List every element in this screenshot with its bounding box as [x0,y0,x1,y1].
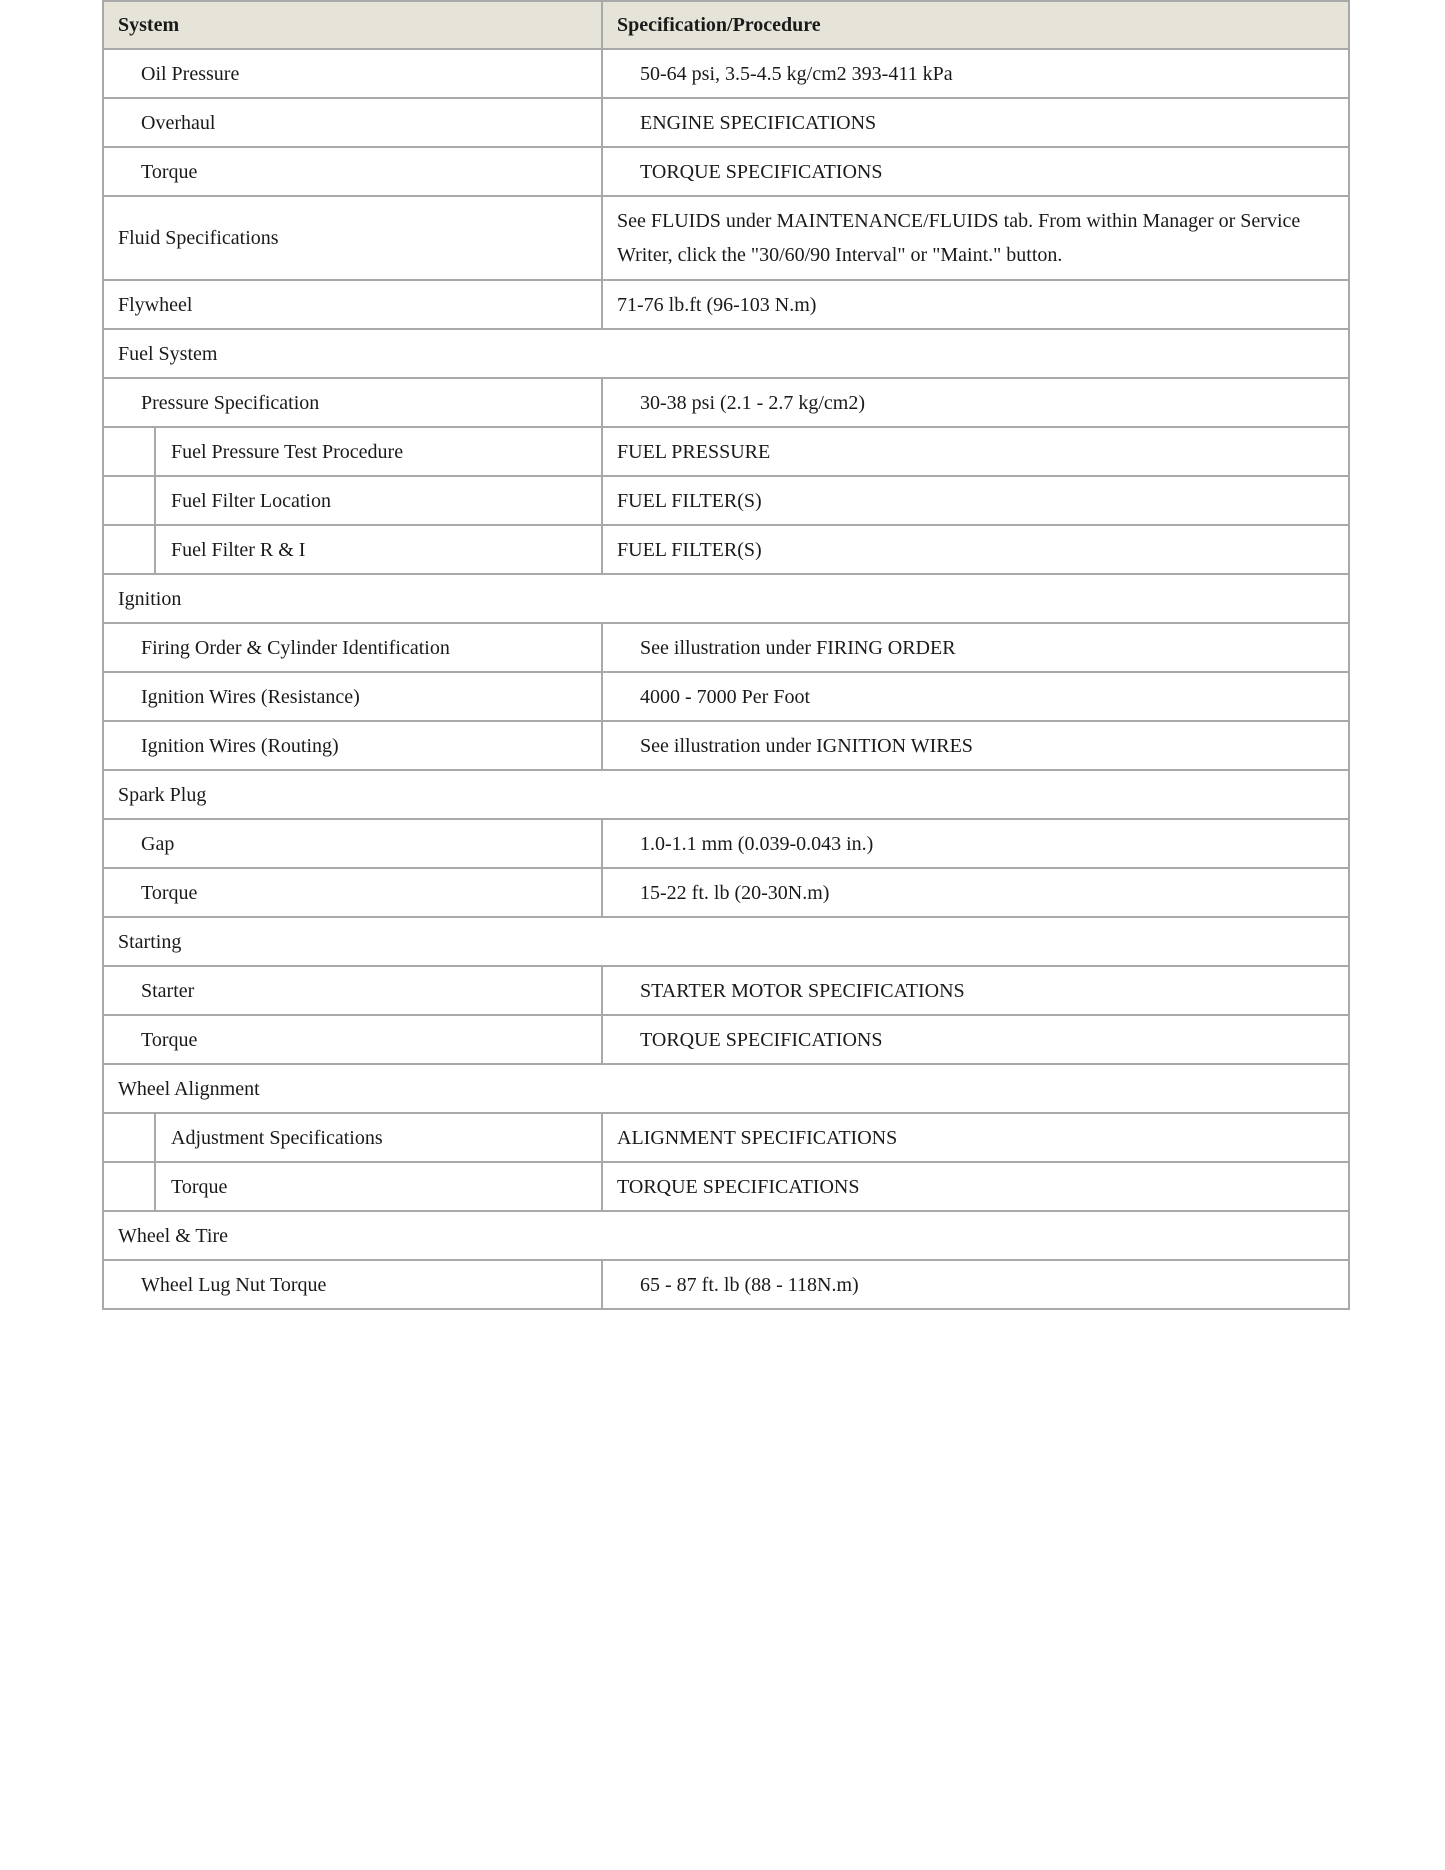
table-row [103,1113,1349,1162]
header-system: System [103,1,602,49]
section-row [103,1211,1349,1260]
header-specification: Specification/Procedure [602,1,1349,49]
indent-spacer-cell [103,1162,155,1211]
system-cell: Wheel Lug Nut Torque [103,1260,602,1309]
indent-spacer-cell [103,1113,155,1162]
system-cell: Overhaul [103,98,602,147]
section-label: Fuel System [103,329,1349,378]
system-cell: Flywheel [103,280,602,329]
section-row [103,329,1349,378]
table-body [103,49,1349,1309]
system-cell: Fuel Filter R & I [155,525,602,574]
spec-cell: See illustration under IGNITION WIRES [602,721,1349,770]
spec-cell: TORQUE SPECIFICATIONS [602,1162,1349,1211]
table-row [103,819,1349,868]
indent-spacer-cell [103,476,155,525]
table-row [103,721,1349,770]
section-row [103,770,1349,819]
spec-cell: 30-38 psi (2.1 - 2.7 kg/cm2) [602,378,1349,427]
table-row [103,280,1349,329]
system-cell: Torque [155,1162,602,1211]
spec-cell: FUEL PRESSURE [602,427,1349,476]
system-cell: Ignition Wires (Resistance) [103,672,602,721]
spec-cell: TORQUE SPECIFICATIONS [602,1015,1349,1064]
indent-spacer-cell [103,525,155,574]
table-row [103,427,1349,476]
spec-cell: 71-76 lb.ft (96-103 N.m) [602,280,1349,329]
section-label: Ignition [103,574,1349,623]
spec-cell: STARTER MOTOR SPECIFICATIONS [602,966,1349,1015]
indent-spacer-cell [103,427,155,476]
table-row [103,1162,1349,1211]
system-cell: Adjustment Specifications [155,1113,602,1162]
table-row [103,1260,1349,1309]
spec-cell: TORQUE SPECIFICATIONS [602,147,1349,196]
specifications-table [102,0,1350,1310]
table-header-row [103,1,1349,49]
spec-cell: See FLUIDS under MAINTENANCE/FLUIDS tab. From within Manager or Service Writer, click the "30/60/90 Interval" or "Maint." button. [602,196,1349,280]
spec-cell: See illustration under FIRING ORDER [602,623,1349,672]
system-cell: Oil Pressure [103,49,602,98]
system-cell: Torque [103,147,602,196]
table-row [103,378,1349,427]
table-row [103,868,1349,917]
system-cell: Fluid Specifications [103,196,602,280]
table-row [103,623,1349,672]
spec-cell: 4000 - 7000 Per Foot [602,672,1349,721]
section-row [103,1064,1349,1113]
system-cell: Pressure Specification [103,378,602,427]
system-cell: Fuel Filter Location [155,476,602,525]
system-cell: Gap [103,819,602,868]
section-label: Wheel & Tire [103,1211,1349,1260]
system-cell: Torque [103,868,602,917]
table-row [103,49,1349,98]
section-label: Wheel Alignment [103,1064,1349,1113]
spec-cell: 1.0-1.1 mm (0.039-0.043 in.) [602,819,1349,868]
table-row [103,476,1349,525]
section-row [103,574,1349,623]
spec-cell: FUEL FILTER(S) [602,525,1349,574]
table-row [103,672,1349,721]
spec-cell: 50-64 psi, 3.5-4.5 kg/cm2 393-411 kPa [602,49,1349,98]
system-cell: Starter [103,966,602,1015]
spec-cell: 65 - 87 ft. lb (88 - 118N.m) [602,1260,1349,1309]
system-cell: Fuel Pressure Test Procedure [155,427,602,476]
table-row [103,98,1349,147]
table-row [103,525,1349,574]
system-cell: Firing Order & Cylinder Identification [103,623,602,672]
table-row [103,966,1349,1015]
section-label: Starting [103,917,1349,966]
section-row [103,917,1349,966]
section-label: Spark Plug [103,770,1349,819]
spec-cell: ENGINE SPECIFICATIONS [602,98,1349,147]
table-row [103,1015,1349,1064]
system-cell: Torque [103,1015,602,1064]
spec-cell: 15-22 ft. lb (20-30N.m) [602,868,1349,917]
table-row [103,147,1349,196]
table-row [103,196,1349,280]
spec-cell: ALIGNMENT SPECIFICATIONS [602,1113,1349,1162]
system-cell: Ignition Wires (Routing) [103,721,602,770]
spec-cell: FUEL FILTER(S) [602,476,1349,525]
